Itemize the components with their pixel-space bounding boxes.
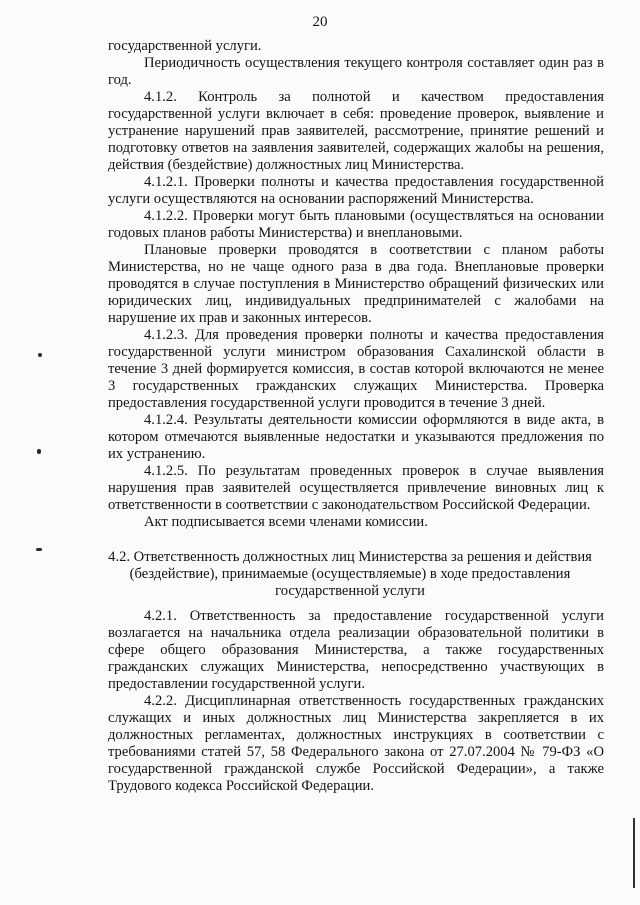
paragraph-control-periodicity: Периодичность осуществления текущего контроля составляет один раз в год. xyxy=(108,55,604,88)
spacer xyxy=(108,531,604,549)
page-number: 20 xyxy=(312,14,328,30)
section-heading-4-2: 4.2. Ответственность должностных лиц Министерства за решения и действия (бездействие), принимаемые (осуществляемые) в ходе предоставления государственной услуги xyxy=(108,549,592,599)
paragraph-4-1-2-5: 4.1.2.5. По результатам проведенных проверок в случае выявления нарушения прав заявителей осуществляется привлечение виновных лиц к ответственности в соответствии с законодательством Российской Федерации. xyxy=(108,463,604,513)
document-body xyxy=(108,38,604,795)
scan-edge-line xyxy=(633,818,635,888)
spacer xyxy=(108,600,604,608)
paragraph-act-signing: Акт подписывается всеми членами комиссии. xyxy=(144,514,428,530)
paragraph-4-2-1: 4.2.1. Ответственность за предоставление государственной услуги возлагается на начальника отдела реализации образовательной политики в сфере общего образования Министерства, а также государственных гражданских служащих Министерства, непосредственно участвующих в предоставлении государственной услуги. xyxy=(108,608,604,692)
paragraph-4-1-2-3: 4.1.2.3. Для проведения проверки полноты и качества предоставления государственной услуги министром образования Сахалинской области в течение 3 дней формируется комиссия, в состав которой включаются не менее 3 государственных гражданских служащих Министерства. Проверка предоставления государственной услуги проводится в течение 3 дней. xyxy=(108,327,604,411)
scan-speck xyxy=(36,548,42,551)
paragraph-4-1-2-2: 4.1.2.2. Проверки могут быть плановыми (осуществляться на основании годовых планов работы Министерства) и внеплановыми. xyxy=(108,208,604,241)
scan-speck xyxy=(37,449,41,454)
paragraph-planned-checks: Плановые проверки проводятся в соответствии с планом работы Министерства, но не чаще одного раза в два года. Внеплановые проверки проводятся в случае поступления в Министерство обращений физических или юридических лиц, индивидуальных предпринимателей с жалобами на нарушение их прав и законных интересов. xyxy=(108,242,604,326)
paragraph-continuation: государственной услуги. xyxy=(108,38,262,54)
scan-speck xyxy=(38,353,42,357)
paragraph-4-1-2: 4.1.2. Контроль за полнотой и качеством предоставления государственной услуги включает в себя: проведение проверок, выявление и устранение нарушений прав заявителей, рассмотрение, принятие решений и подготовку ответов на заявления заявителей, содержащих жалобы на решения, действия (бездействие) должностных лиц Министерства. xyxy=(108,89,604,173)
paragraph-4-1-2-4: 4.1.2.4. Результаты деятельности комиссии оформляются в виде акта, в котором отмечаются выявленные недостатки и указываются предложения по их устранению. xyxy=(108,412,604,462)
paragraph-4-2-2: 4.2.2. Дисциплинарная ответственность государственных гражданских служащих и иных должностных лиц Министерства закрепляется в их должностных регламентах, должностных инструкциях в соответствии с требованиями статей 57, 58 Федерального закона от 27.07.2004 № 79-ФЗ «О государственной гражданской службе Российской Федерации», а также Трудового кодекса Российской Федерации. xyxy=(108,693,604,794)
paragraph-4-1-2-1: 4.1.2.1. Проверки полноты и качества предоставления государственной услуги осуществляются на основании распоряжений Министерства. xyxy=(108,174,604,207)
